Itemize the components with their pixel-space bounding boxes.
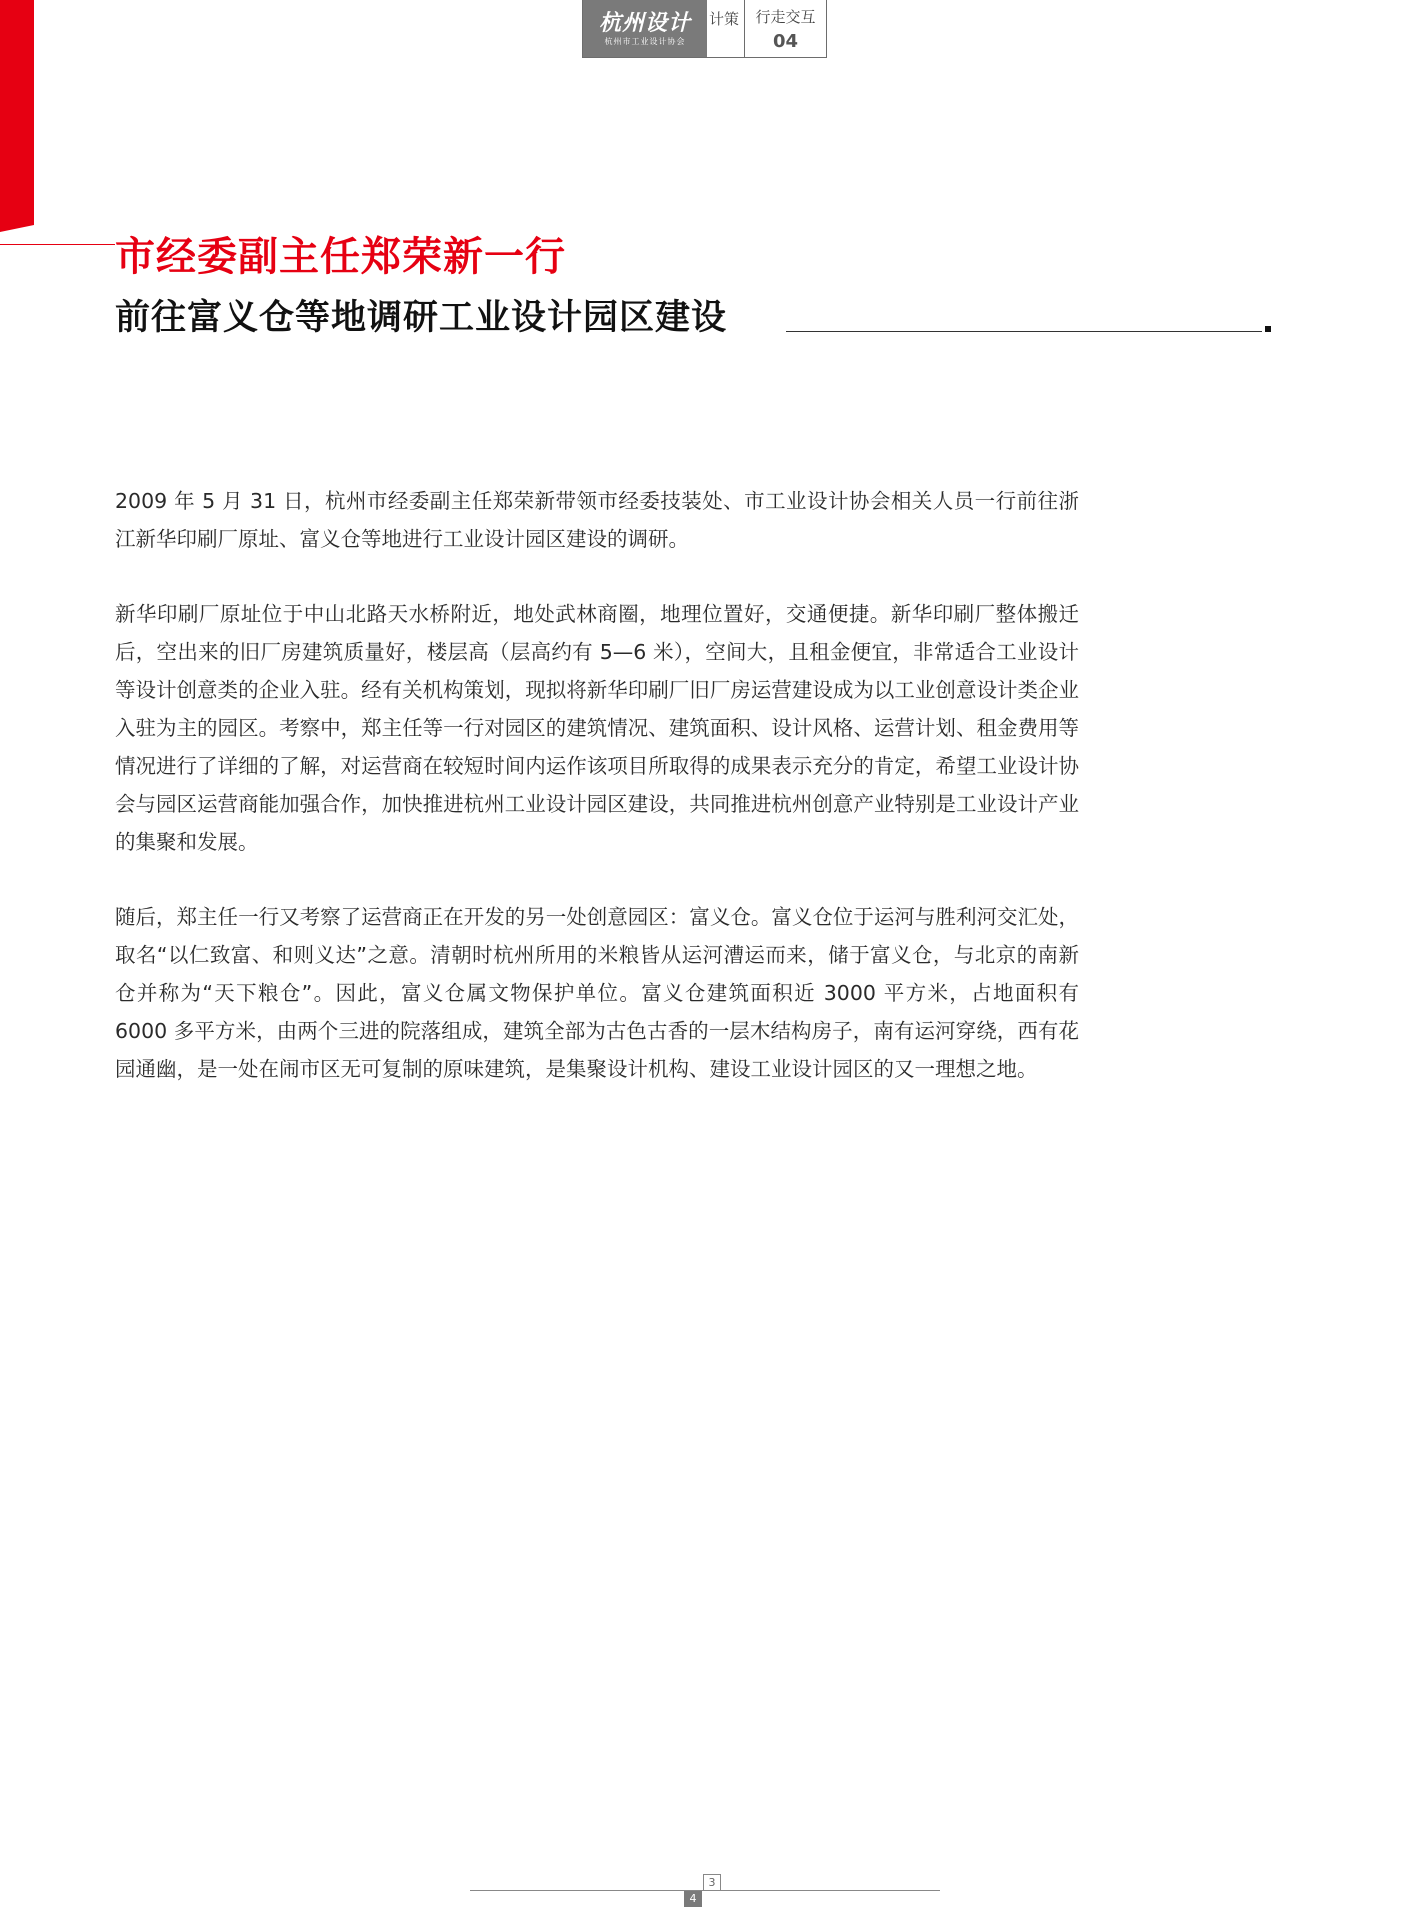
page-header xyxy=(582,0,827,58)
logo-subtitle: 杭州市工业设计协会 xyxy=(604,36,686,46)
issue-number: 04 xyxy=(772,31,799,52)
article-body xyxy=(115,482,1079,1125)
article-title-main: 市经委副主任郑荣新一行 xyxy=(115,234,566,280)
section-label: 计策 xyxy=(707,0,745,57)
publication-logo xyxy=(583,0,707,57)
red-accent-bar xyxy=(0,0,34,232)
article-title-sub: 前往富义仓等地调研工业设计园区建设 xyxy=(115,298,728,338)
title-underline xyxy=(786,331,1262,332)
column-title: 行走交互 xyxy=(755,8,816,26)
footer-rule xyxy=(470,1890,940,1891)
logo-title: 杭州设计 xyxy=(598,9,691,36)
title-end-dot xyxy=(1265,326,1271,332)
article-paragraph: 随后，郑主任一行又考察了运营商正在开发的另一处创意园区：富义仓。富义仓位于运河与胜利河交汇处，取名“以仁致富、和则义达”之意。清朝时杭州所用的米粮皆从运河漕运而来，储于富义仓，与北京的南新仓并称为“天下粮仓”。因此，富义仓属文物保护单位。富义仓建筑面积近 3000 平方米，占地面积有 6000 多平方米，由两个三进的院落组成，建筑全部为古色古香的一层木结构房子，南有运河穿绕，西有花园通幽，是一处在闹市区无可复制的原味建筑，是集聚设计机构、建设工业设计园区的又一理想之地。 xyxy=(115,905,1079,1081)
article-paragraph: 新华印刷厂原址位于中山北路天水桥附近，地处武林商圈，地理位置好，交通便捷。新华印刷厂整体搬迁后，空出来的旧厂房建筑质量好，楼层高（层高约有 5—6 米），空间大，且租金便宜，非常适合工业设计等设计创意类的企业入驻。经有关机构策划，现拟将新华印刷厂旧厂房运营建设成为以工业创意设计类企业入驻为主的园区。考察中，郑主任等一行对园区的建筑情况、建筑面积、设计风格、运营计划、租金费用等情况进行了详细的了解，对运营商在较短时间内运作该项目所取得的成果表示充分的肯定，希望工业设计协会与园区运营商能加强合作，加快推进杭州工业设计园区建设，共同推进杭州创意产业特别是工业设计产业的集聚和发展。 xyxy=(115,602,1079,854)
article-paragraph: 2009 年 5 月 31 日，杭州市经委副主任郑荣新带领市经委技装处、市工业设计协会相关人员一行前往浙江新华印刷厂原址、富义仓等地进行工业设计园区建设的调研。 xyxy=(115,489,1079,551)
page-number-left: 3 xyxy=(703,1874,721,1890)
column-info xyxy=(745,0,826,57)
page-number-right: 4 xyxy=(684,1891,702,1907)
red-accent-rule xyxy=(0,244,115,245)
